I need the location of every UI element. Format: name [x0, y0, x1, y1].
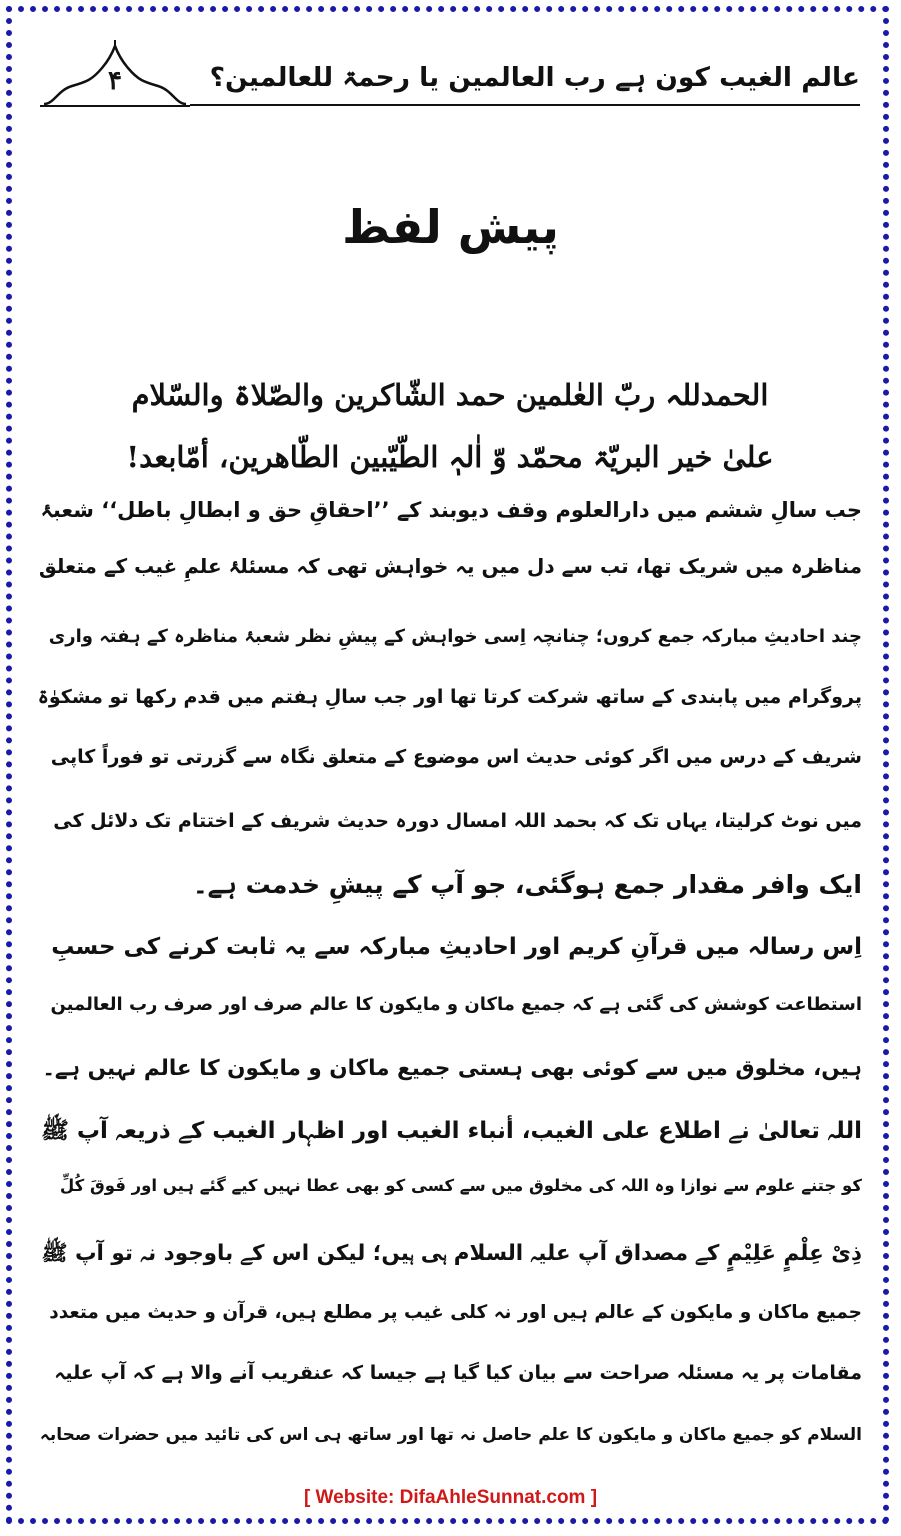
- page-number-ornament: [40, 40, 190, 110]
- body-line: مقامات پر یہ مسئلہ صراحت سے بیان کیا گیا ہے جیسا کہ عنقریب آنے والا ہے کہ آپ علیہ: [54, 1362, 862, 1384]
- invocation-line-1: الحمدللہ ربّ العٰلمین حمد الشّاکرین والصّلاۃ والسّلام: [131, 378, 769, 412]
- body-line: پروگرام میں پابندی کے ساتھ شرکت کرتا تھا اور جب سالِ ہفتم میں قدم رکھا تو مشکوٰۃ: [37, 686, 862, 708]
- body-line: کو جتنے علوم سے نوازا وہ اللہ کی مخلوق میں سے کسی کو بھی عطا نہیں کیے گئے ہیں اور فَوقَ کُلِّ: [59, 1176, 862, 1195]
- body-line: جب سالِ ششم میں دارالعلوم وقف دیوبند کے ’’احقاقِ حق و ابطالِ باطل‘‘ شعبۂ: [40, 498, 862, 522]
- body-line: چند احادیثِ مبارکہ جمع کروں؛ چنانچہ اِسی خواہش کے پیشِ نظر شعبۂ مناظرہ کے ہفتہ واری: [48, 626, 862, 647]
- body-line: استطاعت کوشش کی گئی ہے کہ جمیع ماکان و مایکون کا عالم صرف اور صرف رب العالمین: [50, 994, 862, 1015]
- body-line: اِس رسالہ میں قرآنِ کریم اور احادیثِ مبارکہ سے یہ ثابت کرنے کی حسبِ: [51, 934, 862, 960]
- body-line: ہیں، مخلوق میں سے کوئی بھی ہستی جمیع ماکان و مایکون کا عالم نہیں ہے۔: [42, 1056, 862, 1081]
- body-line: ذِیْ عِلْمٍ عَلِیْمٍ کے مصداق آپ علیہ السلام ہی ہیں؛ لیکن اس کے باوجود نہ تو آپ ﷺ: [41, 1241, 862, 1266]
- running-title: عالم الغیب کون ہے رب العالمین یا رحمۃ للعالمین؟: [209, 62, 860, 93]
- body-line: جمیع ماکان و مایکون کے عالم ہیں اور نہ کلی غیب پر مطلع ہیں، قرآن و حدیث میں متعدد: [49, 1302, 862, 1323]
- page-title: پیش لفظ: [342, 200, 559, 254]
- invocation-line-2: علیٰ خیر البریّۃ محمّد وّ اٰلہٖ الطّیّبین الطّاھرین، أمّابعد!: [126, 440, 774, 474]
- body-line: السلام کو جمیع ماکان و مایکون کا علم حاصل نہ تھا اور ساتھ ہی اس کی تائید میں حضرات صحابہ: [39, 1425, 862, 1445]
- body-line: مناظرہ میں شریک تھا، تب سے دل میں یہ خواہش تھی کہ مسئلۂ علمِ غیب کے متعلق: [38, 554, 862, 578]
- website-link[interactable]: [ Website: DifaAhleSunnat.com ]: [303, 1487, 598, 1508]
- body-line: میں نوٹ کرلیتا، یہاں تک کہ بحمد اللہ امسال دورہ حدیث شریف کے اختتام تک دلائل کی: [53, 810, 862, 832]
- page-header: [40, 40, 860, 110]
- body-line: اللہ تعالیٰ نے اطلاع علی الغیب، أنباء الغیب اور اظہار الغیب کے ذریعہ آپ ﷺ: [41, 1118, 862, 1144]
- body-line: ایک وافر مقدار جمع ہوگئی، جو آپ کے پیشِ خدمت ہے۔: [192, 870, 862, 899]
- page-number: ۴: [108, 66, 122, 96]
- header-divider: [190, 104, 860, 106]
- body-line: شریف کے درس میں اگر کوئی حدیث اس موضوع کے متعلق نگاہ سے گزرتی تو فوراً کاپی: [50, 746, 862, 768]
